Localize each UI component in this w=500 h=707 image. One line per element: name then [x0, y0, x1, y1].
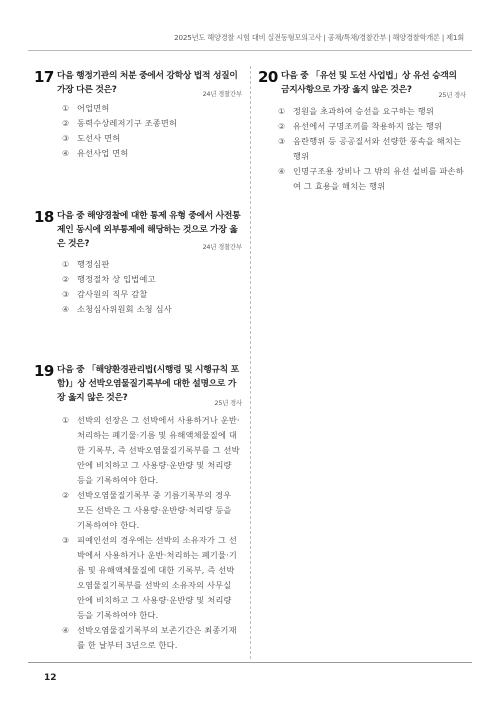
- option-marker: ②: [62, 491, 70, 500]
- option-2[interactable]: [62, 116, 242, 131]
- option-marker: ④: [62, 626, 70, 635]
- option-text: 선박오염물질기록부 중 기름기록부의 경우 모든 선박은 그 사용량·운반량·처리량 등을 기록하여야 한다.: [77, 490, 232, 530]
- option-marker: ③: [278, 137, 286, 146]
- option-3[interactable]: [62, 287, 242, 302]
- option-marker: ③: [62, 536, 70, 545]
- option-text: 소청심사위원회 소청 심사: [77, 304, 172, 314]
- option-4[interactable]: [278, 164, 466, 194]
- question-text: 다음 중 「유선 및 도선 사업법」상 유선 승객의 금지사항으로 가장 옳지 않은 것은?: [281, 71, 457, 95]
- option-marker: ①: [62, 260, 70, 269]
- option-marker: ④: [62, 149, 70, 158]
- option-3[interactable]: [278, 134, 466, 164]
- option-text: 유선에서 구명조끼를 착용하지 않는 행위: [293, 121, 443, 131]
- option-1[interactable]: [62, 413, 242, 488]
- question-source: 24년 경찰간부: [202, 243, 242, 251]
- question-source: 25년 경사: [214, 399, 242, 407]
- option-text: 행정심판: [77, 259, 110, 269]
- option-list: [62, 413, 242, 653]
- page-number: 12: [44, 673, 57, 683]
- option-marker: ①: [62, 104, 70, 113]
- option-list: [62, 257, 242, 317]
- option-list: [62, 101, 242, 161]
- option-marker: ①: [278, 107, 286, 116]
- question-text: 다음 중 해양경찰에 대한 통제 유형 중에서 사전통제인 동시에 외부통제에 해당하는 것으로 가장 옳은 것은?: [57, 211, 241, 249]
- question-text: 다음 행정기관의 처분 중에서 강학상 법적 성질이 가장 다른 것은?: [57, 71, 238, 95]
- running-header: 2025년도 해양경찰 시험 대비 실전동형모의고사 | 공채/특채/경찰간부 | 해양경찰학개론 | 제1회: [174, 33, 464, 42]
- question-18: [34, 208, 244, 338]
- option-2[interactable]: [62, 488, 242, 533]
- option-text: 동력수상레저기구 조종면허: [77, 118, 178, 128]
- option-text: 행정절차 상 입법예고: [77, 274, 156, 284]
- question-source: 24년 경찰간부: [202, 90, 242, 98]
- question-number: 17: [34, 68, 54, 86]
- column-divider: [250, 66, 251, 659]
- question-number: 20: [258, 68, 278, 86]
- option-text: 정원을 초과하여 승선을 요구하는 행위: [293, 106, 434, 116]
- option-marker: ④: [278, 167, 286, 176]
- option-list: [278, 104, 466, 194]
- option-text: 선박의 선장은 그 선박에서 사용하거나 운반·처리하는 폐기물·기름 및 유해액체물질에 대한 기록부, 즉 선박오염물질기록부를 그 선박 안에 비치하고 그 사용량·운반량 및 처리량 등을 기록하여야 한다.: [77, 415, 240, 485]
- option-text: 피예인선의 경우에는 선박의 소유자가 그 선박에서 사용하거나 운반·처리하는 폐기물·기름 및 유해액체물질에 대한 기록부, 즉 선박오염물질기록부를 선박의 소유자의 사무실 안에 비치하고 그 사용량·운반량 및 처리량 등을 기록하여야 한다.: [77, 535, 237, 620]
- option-3[interactable]: [62, 533, 242, 623]
- option-marker: ①: [62, 416, 70, 425]
- option-4[interactable]: [62, 146, 242, 161]
- question-20: [258, 68, 468, 208]
- option-marker: ③: [62, 290, 70, 299]
- option-marker: ②: [62, 275, 70, 284]
- question-source: 25년 경사: [438, 91, 466, 99]
- question-number: 18: [34, 208, 54, 226]
- footer-divider: [28, 662, 472, 663]
- option-marker: ②: [278, 122, 286, 131]
- option-1[interactable]: [278, 104, 466, 119]
- option-text: 인명구조용 장비나 그 밖의 유선 설비를 파손하여 그 효용을 해치는 행위: [293, 166, 464, 191]
- option-text: 선박오염물질기록부의 보존기간은 최종기재를 한 날부터 3년으로 한다.: [77, 625, 237, 650]
- option-2[interactable]: [278, 119, 466, 134]
- option-3[interactable]: [62, 131, 242, 146]
- option-marker: ④: [62, 305, 70, 314]
- option-1[interactable]: [62, 101, 242, 116]
- option-4[interactable]: [62, 302, 242, 317]
- question-17: [34, 68, 244, 178]
- option-text: 어업면허: [77, 103, 110, 113]
- question-number: 19: [34, 362, 54, 380]
- option-marker: ②: [62, 119, 70, 128]
- option-text: 도선사 면허: [77, 133, 121, 143]
- question-19: [34, 362, 244, 652]
- option-4[interactable]: [62, 623, 242, 653]
- header-divider: [28, 50, 472, 51]
- option-1[interactable]: [62, 257, 242, 272]
- question-text: 다음 중 「해양환경관리법(시행령 및 시행규칙 포함)」상 선박오염물질기록부에 대한 설명으로 가장 옳지 않은 것은?: [57, 365, 239, 403]
- option-2[interactable]: [62, 272, 242, 287]
- option-marker: ③: [62, 134, 70, 143]
- option-text: 음란행위 등 공공질서와 선량한 풍속을 해치는 행위: [293, 136, 462, 161]
- option-text: 감사원의 직무 감찰: [77, 289, 148, 299]
- option-text: 유선사업 면허: [77, 148, 129, 158]
